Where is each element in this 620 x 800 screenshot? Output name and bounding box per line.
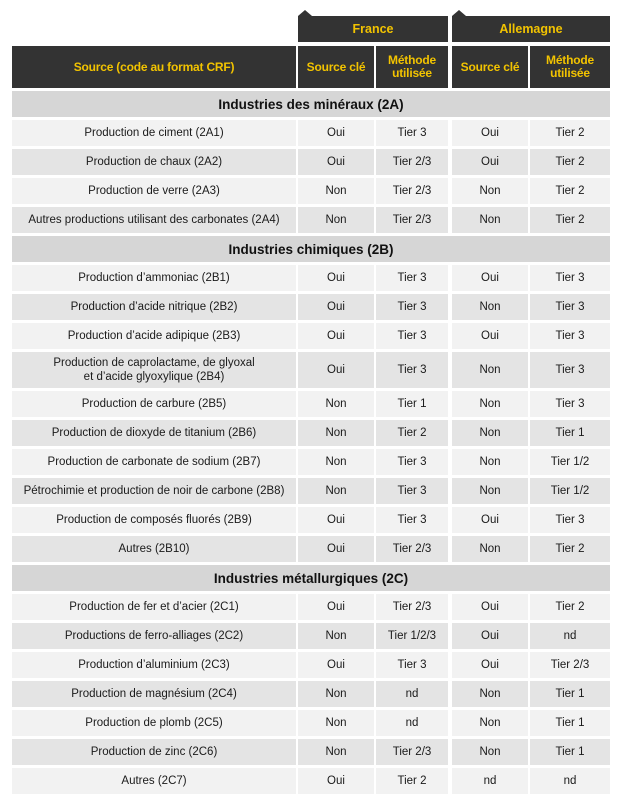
fr-method-cell: Tier 2/3 (376, 536, 448, 562)
de-method-cell: Tier 2/3 (530, 652, 610, 678)
de-method-cell: Tier 2 (530, 178, 610, 204)
source-cell: Production de caprolactame, de glyoxal et d’acide glyoxylique (2B4) (12, 352, 296, 388)
de-method-cell: Tier 2 (530, 149, 610, 175)
de-key-source-cell: Oui (452, 594, 528, 620)
de-method-cell: Tier 1/2 (530, 449, 610, 475)
fr-key-source-cell: Oui (298, 652, 374, 678)
fr-method-cell: Tier 1 (376, 391, 448, 417)
section-header: Industries chimiques (2B) (12, 236, 610, 262)
de-key-source-cell: Non (452, 352, 528, 388)
fr-method-cell: Tier 3 (376, 352, 448, 388)
source-cell: Pétrochimie et production de noir de carbone (2B8) (12, 478, 296, 504)
fr-key-source-cell: Non (298, 739, 374, 765)
column-header-source: Source (code au format CRF) (12, 46, 296, 88)
fr-key-source-cell: Non (298, 178, 374, 204)
source-cell: Production d’acide adipique (2B3) (12, 323, 296, 349)
de-key-source-cell: Non (452, 391, 528, 417)
fr-method-cell: Tier 2 (376, 768, 448, 794)
column-header-de-method: Méthode utilisée (530, 46, 610, 88)
de-method-cell: Tier 1 (530, 420, 610, 446)
de-key-source-cell: Non (452, 178, 528, 204)
fr-method-cell: nd (376, 681, 448, 707)
source-cell: Autres productions utilisant des carbonates (2A4) (12, 207, 296, 233)
de-key-source-cell: Non (452, 449, 528, 475)
source-cell: Production de plomb (2C5) (12, 710, 296, 736)
de-method-cell: Tier 3 (530, 391, 610, 417)
de-method-cell: Tier 3 (530, 507, 610, 533)
fr-method-cell: Tier 1/2/3 (376, 623, 448, 649)
fr-key-source-cell: Non (298, 623, 374, 649)
fr-method-cell: Tier 3 (376, 294, 448, 320)
de-method-cell: Tier 2 (530, 120, 610, 146)
fr-method-cell: Tier 2/3 (376, 207, 448, 233)
section-header: Industries des minéraux (2A) (12, 91, 610, 117)
fr-method-cell: Tier 3 (376, 478, 448, 504)
source-cell: Production de composés fluorés (2B9) (12, 507, 296, 533)
section-header: Industries métallurgiques (2C) (12, 565, 610, 591)
fr-key-source-cell: Oui (298, 594, 374, 620)
column-header-de-key-source: Source clé (452, 46, 528, 88)
source-cell: Production de zinc (2C6) (12, 739, 296, 765)
de-method-cell: Tier 1 (530, 681, 610, 707)
de-key-source-cell: Non (452, 478, 528, 504)
fr-key-source-cell: Oui (298, 265, 374, 291)
de-key-source-cell: Oui (452, 323, 528, 349)
de-key-source-cell: Non (452, 710, 528, 736)
fr-key-source-cell: Oui (298, 536, 374, 562)
de-method-cell: Tier 3 (530, 323, 610, 349)
de-key-source-cell: Oui (452, 149, 528, 175)
de-method-cell: Tier 1/2 (530, 478, 610, 504)
source-cell: Production de fer et d’acier (2C1) (12, 594, 296, 620)
de-key-source-cell: Oui (452, 623, 528, 649)
de-method-cell: Tier 3 (530, 265, 610, 291)
source-cell: Production de carbonate de sodium (2B7) (12, 449, 296, 475)
de-key-source-cell: nd (452, 768, 528, 794)
fr-method-cell: Tier 2/3 (376, 739, 448, 765)
fr-method-cell: Tier 3 (376, 120, 448, 146)
source-cell: Production de magnésium (2C4) (12, 681, 296, 707)
source-cell: Production de ciment (2A1) (12, 120, 296, 146)
fr-method-cell: nd (376, 710, 448, 736)
de-method-cell: Tier 2 (530, 536, 610, 562)
fr-key-source-cell: Non (298, 391, 374, 417)
fr-key-source-cell: Non (298, 681, 374, 707)
country-header-france: France (298, 16, 448, 42)
de-method-cell: Tier 3 (530, 352, 610, 388)
fr-key-source-cell: Oui (298, 149, 374, 175)
fr-key-source-cell: Oui (298, 323, 374, 349)
de-key-source-cell: Non (452, 207, 528, 233)
fr-method-cell: Tier 3 (376, 652, 448, 678)
de-key-source-cell: Oui (452, 120, 528, 146)
source-cell: Production de carbure (2B5) (12, 391, 296, 417)
fr-key-source-cell: Non (298, 207, 374, 233)
de-method-cell: Tier 2 (530, 594, 610, 620)
fr-method-cell: Tier 2/3 (376, 149, 448, 175)
country-header-allemagne: Allemagne (452, 16, 610, 42)
fr-method-cell: Tier 2/3 (376, 178, 448, 204)
de-key-source-cell: Oui (452, 652, 528, 678)
fr-key-source-cell: Non (298, 449, 374, 475)
source-cell: Production d’ammoniac (2B1) (12, 265, 296, 291)
column-header-fr-method: Méthode utilisée (376, 46, 448, 88)
fr-key-source-cell: Oui (298, 294, 374, 320)
fr-key-source-cell: Oui (298, 507, 374, 533)
fr-method-cell: Tier 3 (376, 265, 448, 291)
de-key-source-cell: Oui (452, 507, 528, 533)
de-method-cell: Tier 3 (530, 294, 610, 320)
fr-method-cell: Tier 2 (376, 420, 448, 446)
de-key-source-cell: Oui (452, 265, 528, 291)
fr-key-source-cell: Non (298, 420, 374, 446)
source-cell: Production de chaux (2A2) (12, 149, 296, 175)
column-header-fr-key-source: Source clé (298, 46, 374, 88)
fr-key-source-cell: Oui (298, 120, 374, 146)
de-key-source-cell: Non (452, 294, 528, 320)
source-cell: Autres (2C7) (12, 768, 296, 794)
source-cell: Production d’acide nitrique (2B2) (12, 294, 296, 320)
source-cell: Production de dioxyde de titanium (2B6) (12, 420, 296, 446)
de-method-cell: nd (530, 623, 610, 649)
source-cell: Production de verre (2A3) (12, 178, 296, 204)
fr-method-cell: Tier 2/3 (376, 594, 448, 620)
fr-method-cell: Tier 3 (376, 507, 448, 533)
de-method-cell: nd (530, 768, 610, 794)
de-key-source-cell: Non (452, 420, 528, 446)
fr-key-source-cell: Non (298, 710, 374, 736)
fr-key-source-cell: Non (298, 478, 374, 504)
fr-method-cell: Tier 3 (376, 323, 448, 349)
fr-method-cell: Tier 3 (376, 449, 448, 475)
source-cell: Production d’aluminium (2C3) (12, 652, 296, 678)
de-key-source-cell: Non (452, 536, 528, 562)
source-cell: Autres (2B10) (12, 536, 296, 562)
source-cell: Productions de ferro-alliages (2C2) (12, 623, 296, 649)
de-key-source-cell: Non (452, 681, 528, 707)
fr-key-source-cell: Oui (298, 352, 374, 388)
de-method-cell: Tier 1 (530, 710, 610, 736)
de-method-cell: Tier 1 (530, 739, 610, 765)
de-key-source-cell: Non (452, 739, 528, 765)
fr-key-source-cell: Oui (298, 768, 374, 794)
de-method-cell: Tier 2 (530, 207, 610, 233)
